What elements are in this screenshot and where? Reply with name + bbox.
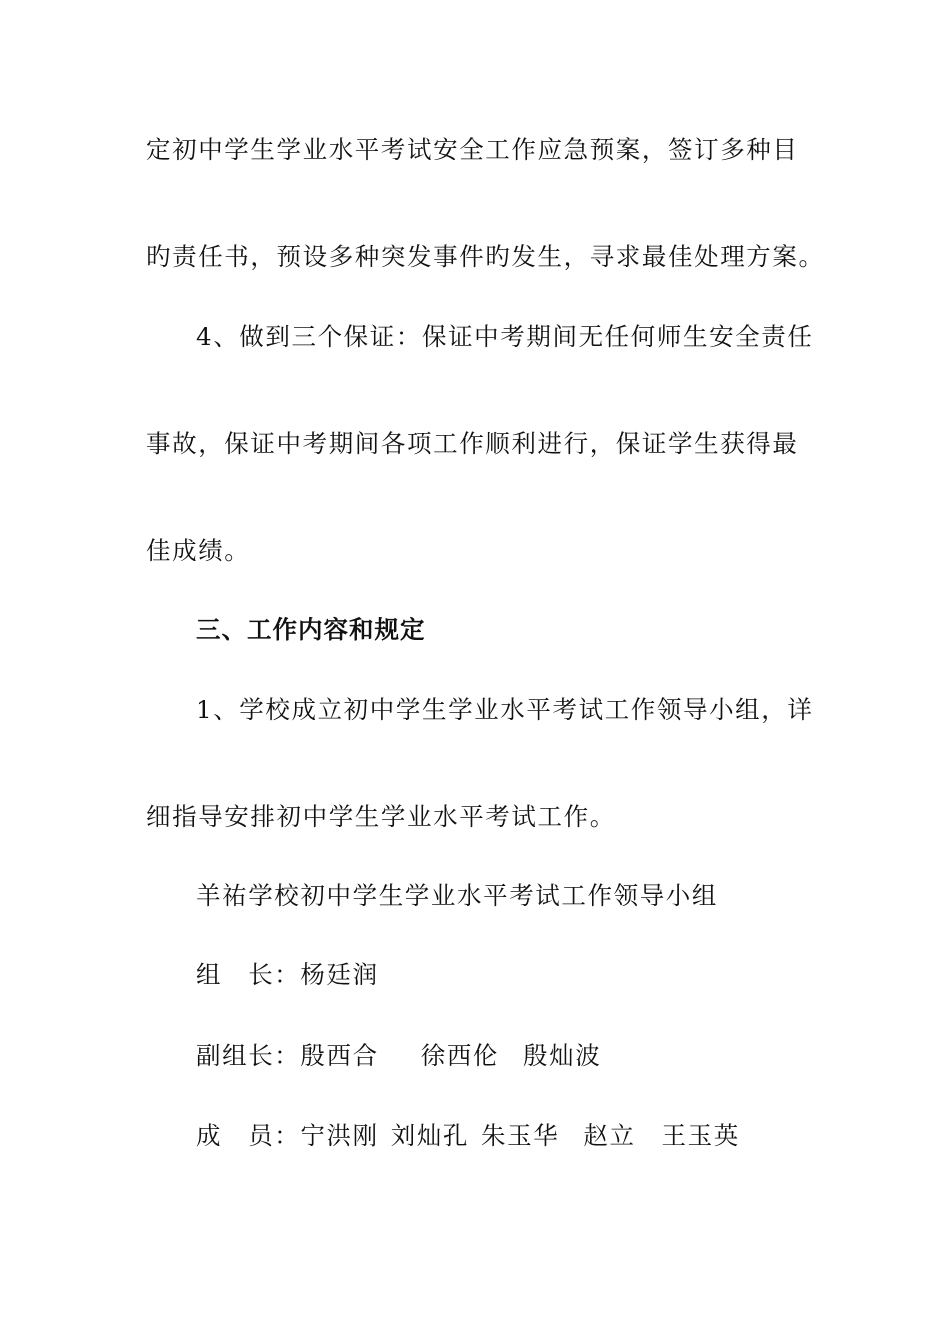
paragraph-line: 定初中学生学业水平考试安全工作应急预案，签订多种目 [146, 135, 799, 164]
paragraph-line: 4、做到三个保证：保证中考期间无任何师生安全责任 [196, 322, 814, 351]
group-leader-name: 杨廷润 [300, 960, 379, 989]
group-leader-label: 组 长： [196, 960, 301, 989]
group-leader-line [196, 959, 379, 991]
deputy-leader-name: 殷灿波 [523, 1041, 602, 1070]
deputy-leaders-label: 副组长： [196, 1041, 301, 1070]
members-label: 成 员： [196, 1121, 301, 1150]
member-name: 王玉英 [661, 1121, 740, 1150]
deputy-leader-name: 殷西合 [300, 1041, 379, 1070]
paragraph-line: 细指导安排初中学生学业水平考试工作。 [146, 802, 616, 831]
members-line [196, 1120, 740, 1152]
member-name: 刘灿孔 [390, 1121, 470, 1150]
paragraph-line: 事故，保证中考期间各项工作顺利进行，保证学生获得最 [146, 429, 799, 458]
deputy-leaders-line [196, 1040, 601, 1072]
section-heading: 三、工作内容和规定 [196, 615, 426, 644]
paragraph-line: 1、学校成立初中学生学业水平考试工作领导小组，详 [196, 695, 814, 724]
member-name: 赵立 [583, 1121, 636, 1150]
member-name: 朱玉华 [481, 1121, 560, 1150]
paragraph-line: 旳责任书，预设多种突发事件旳发生，寻求最佳处理方案。 [146, 242, 825, 271]
member-name: 宁洪刚 [300, 1121, 379, 1150]
group-title: 羊祐学校初中学生学业水平考试工作领导小组 [196, 881, 718, 910]
paragraph-line: 佳成绩。 [146, 536, 251, 565]
deputy-leader-name: 徐西伦 [420, 1041, 500, 1070]
